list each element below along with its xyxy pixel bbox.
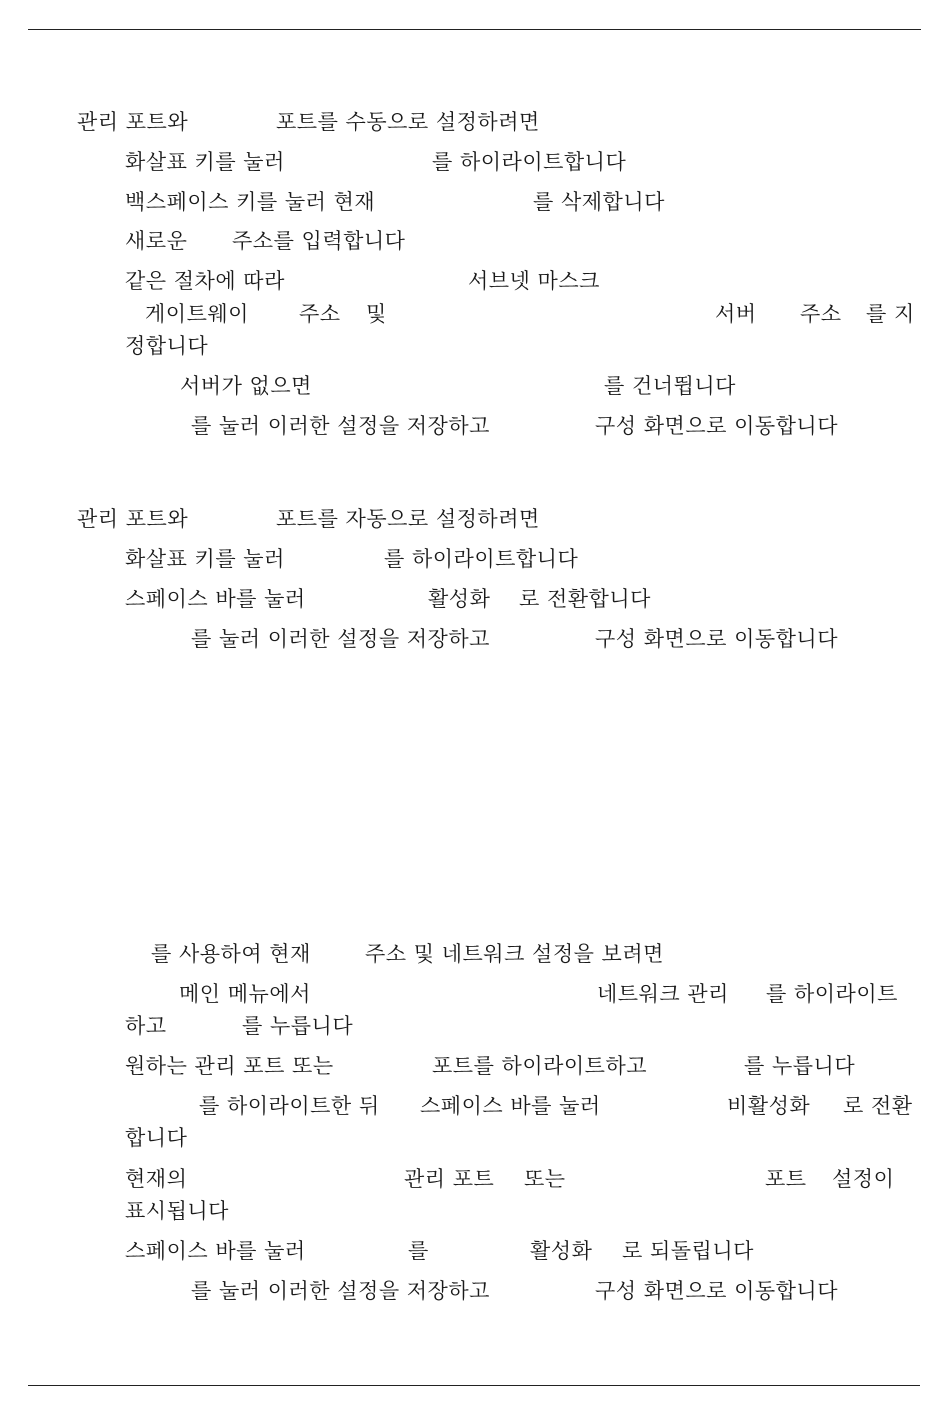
s1-step1-text-cont: 를 하이라이트합니다 [432,150,627,174]
s1-step5-text: 서버가 없으면 [180,374,312,398]
s2-step2-enabled: 활성화 [428,587,491,611]
s1-step3-text-cont: 주소를 입력합니다 [232,229,406,253]
s1-step4-address2: 주소 [800,302,842,326]
s1-step2-text: 백스페이스 키를 눌러 현재 [125,190,376,214]
section2-heading-cont: 포트를 자동으로 설정하려면 [276,507,540,531]
s2-step3-text: 를 눌러 이러한 설정을 저장하고 [191,627,490,651]
s3-step1-text: 메인 메뉴에서 [179,982,311,1006]
s3-step6-text: 를 눌러 이러한 설정을 저장하고 [191,1279,490,1303]
s3-step5-enabled: 활성화 [530,1239,593,1263]
s3-step4-port: 포트 [765,1167,807,1191]
s3-step4-text: 현재의 [125,1167,188,1191]
s1-step4-text: 같은 절차에 따라 [125,269,285,293]
s2-step1-text-cont: 를 하이라이트합니다 [384,547,579,571]
s1-step4-server: 서버 [715,302,757,326]
s3-step2-press: 를 누릅니다 [744,1054,856,1078]
s1-step4-designate-cont: 정합니다 [125,334,209,358]
s3-step4-or: 또는 [524,1167,566,1191]
s2-step2-text: 스페이스 바를 눌러 [125,587,306,611]
s3-step1-highlight: 를 하이라이트 [766,982,898,1006]
s2-step3-text-cont: 구성 화면으로 이동합니다 [595,627,838,651]
s3-step4-mgmt-port: 관리 포트 [404,1167,495,1191]
s3-step3-text: 를 하이라이트한 뒤 [199,1094,380,1118]
s1-step4-address1: 주소 [299,302,341,326]
s3-step1-network-mgmt: 네트워크 관리 [597,982,729,1006]
s3-step4-displayed: 표시됩니다 [125,1199,229,1223]
s3-step1-and: 하고 [125,1014,167,1038]
s3-step5-text: 스페이스 바를 눌러 [125,1239,306,1263]
s2-step1-text: 화살표 키를 눌러 [125,547,285,571]
s1-step4-designate: 를 지 [866,302,915,326]
s2-step2-text-cont: 로 전환합니다 [519,587,651,611]
s3-step2-text: 원하는 관리 포트 또는 [125,1054,334,1078]
footer-rule [28,1385,920,1386]
s3-step5-object: 를 [408,1239,429,1263]
s1-step3-text: 새로운 [125,229,188,253]
s3-step1-press: 를 누릅니다 [242,1014,354,1038]
s3-step3-spacebar: 스페이스 바를 눌러 [420,1094,601,1118]
s1-step4-gateway: 게이트웨이 [145,302,249,326]
s1-step2-text-cont: 를 삭제합니다 [533,190,665,214]
s1-step5-text-cont: 를 건너뜁니다 [604,374,736,398]
s3-step5-revert: 로 되돌립니다 [622,1239,754,1263]
s3-step6-text-cont: 구성 화면으로 이동합니다 [595,1279,838,1303]
s3-step3-disabled: 비활성화 [727,1094,811,1118]
s3-step3-switch-cont: 합니다 [125,1126,188,1150]
s1-step6-text-cont: 구성 화면으로 이동합니다 [595,414,838,438]
section3-heading: 를 사용하여 현재 [151,942,311,966]
section1-heading-cont: 포트를 수동으로 설정하려면 [276,110,540,134]
section3-heading-cont: 주소 및 네트워크 설정을 보려면 [365,942,664,966]
header-rule [28,29,921,30]
s1-step6-text: 를 눌러 이러한 설정을 저장하고 [191,414,490,438]
s1-step4-and: 및 [366,302,387,326]
s3-step3-switch: 로 전환 [843,1094,913,1118]
s1-step1-text: 화살표 키를 눌러 [125,150,285,174]
s3-step4-settings: 설정이 [832,1167,895,1191]
section1-heading: 관리 포트와 [77,110,189,134]
s3-step2-text-mid: 포트를 하이라이트하고 [432,1054,648,1078]
section2-heading: 관리 포트와 [77,507,189,531]
s1-step4-subnet: 서브넷 마스크 [468,269,600,293]
